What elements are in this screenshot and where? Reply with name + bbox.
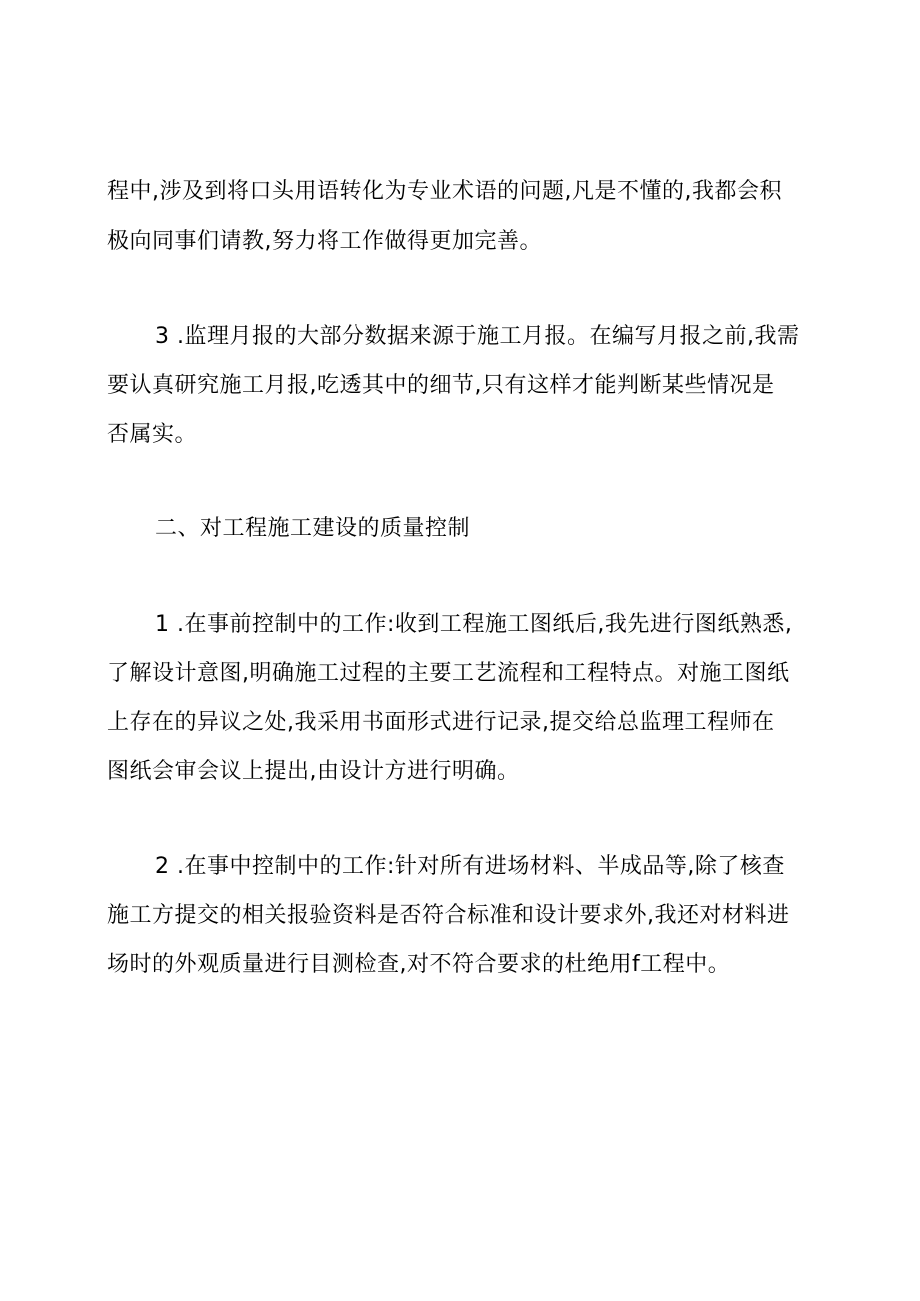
text-line: 极向同事们请教,努力将工作做得更加完善。 xyxy=(107,229,542,254)
text-line: 了解设计意图,明确施工过程的主要工艺流程和工程特点。对施工图纸 xyxy=(107,661,790,686)
section-heading: 二、对工程施工建设的质量控制 xyxy=(155,516,471,541)
text-line: 施工方提交的相关报验资料是否符合标准和设计要求外,我还对材料进 xyxy=(107,903,790,928)
text-line: 3 .监理月报的大部分数据来源于施工月报。在编写月报之前,我需 xyxy=(155,324,800,349)
text-line: 程中,涉及到将口头用语转化为专业术语的问题,凡是不懂的,我都会积 xyxy=(107,179,782,204)
text-line: 图纸会审会议上提出,由设计方进行明确。 xyxy=(107,759,520,784)
text-line: 1 .在事前控制中的工作:收到工程施工图纸后,我先进行图纸熟悉, xyxy=(155,612,793,637)
text-line: 要认真研究施工月报,吃透其中的细节,只有这样才能判断某些情况是 xyxy=(107,373,775,398)
text-line: 2 .在事中控制中的工作:针对所有进场材料、半成品等,除了核查 xyxy=(155,854,785,879)
text-line: 场时的外观质量进行目测检查,对不符合要求的杜绝用f工程中。 xyxy=(107,952,731,977)
text-line: 上存在的异议之处,我采用书面形式进行记录,提交给总监理工程师在 xyxy=(107,710,775,735)
text-line: 否属实。 xyxy=(107,422,198,447)
